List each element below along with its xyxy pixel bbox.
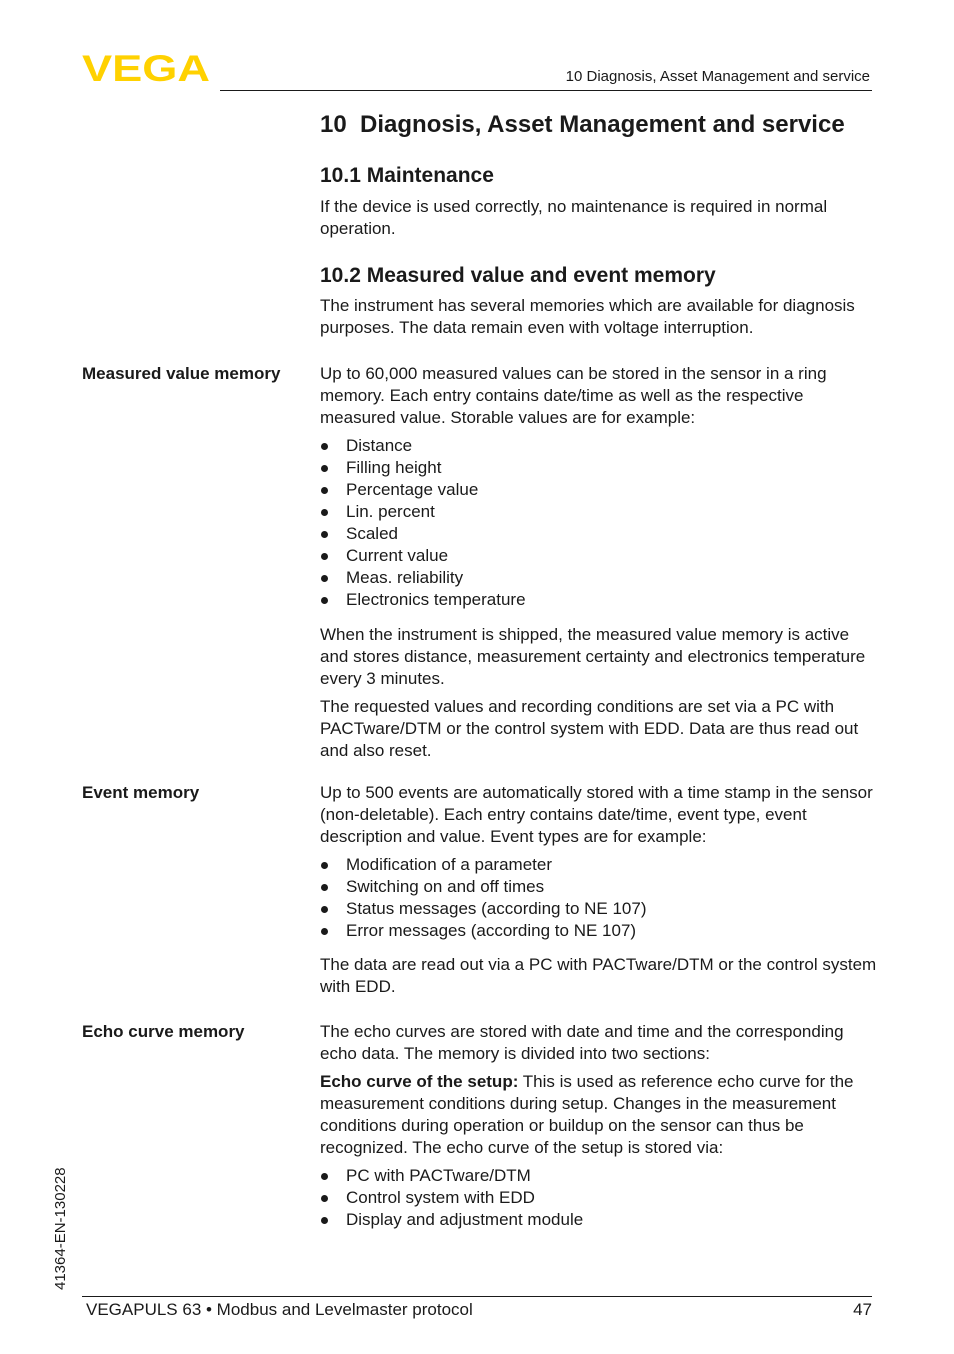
echo-setup-term: Echo curve of the setup: xyxy=(320,1072,519,1091)
measured-intro: Up to 60,000 measured values can be stored in the sensor in a ring memory. Each entry contains date/time as well as the respective measured value. Storable values are for example: xyxy=(320,364,827,427)
list-item: Percentage value xyxy=(320,479,880,501)
list-item: Scaled xyxy=(320,523,880,545)
vega-logo xyxy=(82,52,212,82)
chapter-number: 10 xyxy=(320,111,347,138)
side-label-echo: Echo curve memory xyxy=(82,1022,245,1041)
side-label-event: Event memory xyxy=(82,783,200,802)
event-intro: Up to 500 events are automatically stored with a time stamp in the sensor (non-deletable). Each entry contains date/time, event type, event description and value. Event types are for example: xyxy=(320,783,873,846)
logo-text: VEGA xyxy=(82,52,210,82)
document-id: 41364-EN-130228 xyxy=(52,1167,69,1290)
footer-product: VEGAPULS 63 • Modbus and Levelmaster protocol xyxy=(86,1300,473,1319)
running-header: 10 Diagnosis, Asset Management and service xyxy=(565,68,870,85)
list-item: Error messages (according to NE 107) xyxy=(320,920,880,942)
event-types-list xyxy=(320,854,880,942)
event-para: The data are read out via a PC with PACTware/DTM or the control system with EDD. xyxy=(320,955,877,996)
list-item: Status messages (according to NE 107) xyxy=(320,898,880,920)
echo-memory-block xyxy=(320,1021,880,1231)
measured-para-1: When the instrument is shipped, the measured value memory is active and stores distance, measurement certainty and electronics temperature every 3 minutes. xyxy=(320,625,866,688)
list-item: Switching on and off times xyxy=(320,876,880,898)
event-memory-block xyxy=(320,782,880,998)
echo-storage-list xyxy=(320,1165,880,1231)
section-heading: 10.1 Maintenance xyxy=(320,164,494,187)
echo-setup-para xyxy=(320,1071,880,1159)
measured-para-2: The requested values and recording conditions are set via a PC with PACTware/DTM or the control system with EDD. Data are thus read out and also reset. xyxy=(320,697,859,760)
echo-setup-text: This is used as reference echo curve for the measurement conditions during setup. Changes in the measurement conditions during operation or buildup on the sensor can thus be recognized. The echo curve of the setup is stored via: xyxy=(320,1072,854,1157)
list-item: Control system with EDD xyxy=(320,1187,880,1209)
header-divider xyxy=(220,90,872,91)
list-item: Lin. percent xyxy=(320,501,880,523)
list-item: Current value xyxy=(320,545,880,567)
echo-intro: The echo curves are stored with date and time and the corresponding echo data. The memory is divided into two sections: xyxy=(320,1022,844,1063)
list-item: Display and adjustment module xyxy=(320,1209,880,1231)
section-10-2 xyxy=(320,264,880,339)
chapter-title: Diagnosis, Asset Management and service xyxy=(360,111,845,138)
maintenance-text: If the device is used correctly, no maintenance is required in normal operation. xyxy=(320,197,828,238)
page-number: 47 xyxy=(853,1300,872,1319)
measured-values-list xyxy=(320,435,880,611)
list-item: Modification of a parameter xyxy=(320,854,880,876)
list-item: Meas. reliability xyxy=(320,567,880,589)
chapter-heading xyxy=(320,111,880,139)
list-item: Filling height xyxy=(320,457,880,479)
list-item: Distance xyxy=(320,435,880,457)
list-item: Electronics temperature xyxy=(320,589,880,611)
memory-intro: The instrument has several memories which are available for diagnosis purposes. The data remain even with voltage interruption. xyxy=(320,296,855,337)
side-label-measured: Measured value memory xyxy=(82,364,281,383)
footer-divider xyxy=(82,1296,872,1297)
section-10-1 xyxy=(320,164,880,240)
section-heading: 10.2 Measured value and event memory xyxy=(320,264,716,287)
measured-memory-block xyxy=(320,363,880,762)
list-item: PC with PACTware/DTM xyxy=(320,1165,880,1187)
